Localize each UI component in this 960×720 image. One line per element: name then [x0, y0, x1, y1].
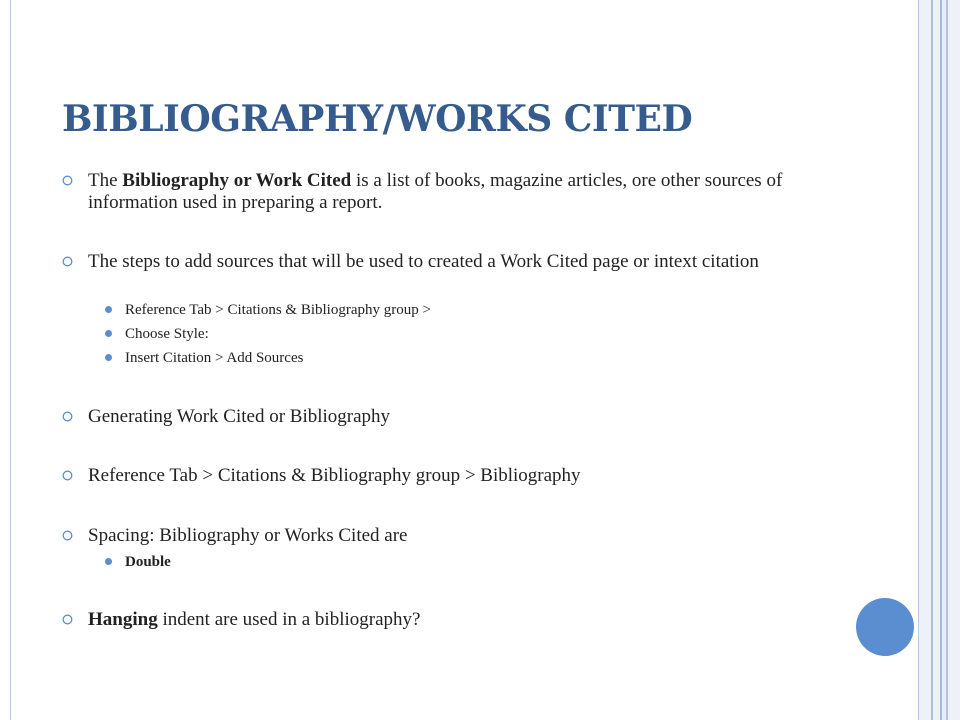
bullet-text-bold: Bibliography or Work Cited	[122, 170, 352, 191]
sub-bullet-text: Double	[125, 554, 171, 570]
sub-bullet-text: Choose Style:	[125, 326, 209, 342]
bullet-definition	[62, 170, 842, 214]
filled-dot-bullet-icon	[105, 306, 112, 313]
hollow-circle-bullet-icon	[62, 411, 73, 422]
sub-bullet-step-3	[105, 349, 845, 367]
hollow-circle-bullet-icon	[62, 175, 73, 186]
bullet-text	[88, 170, 842, 214]
decorative-circle-icon	[856, 598, 914, 656]
hollow-circle-bullet-icon	[62, 470, 73, 481]
bullet-spacing	[62, 525, 842, 547]
bullet-steps	[62, 251, 842, 273]
sub-bullet-text: Insert Citation > Add Sources	[125, 350, 304, 366]
sub-bullet-spacing-value	[105, 553, 845, 571]
hollow-circle-bullet-icon	[62, 614, 73, 625]
right-decorative-stripes	[916, 0, 960, 720]
hollow-circle-bullet-icon	[62, 256, 73, 267]
bullet-text-post: indent are used in a bibliography?	[157, 609, 421, 630]
bullet-text-post: is a list of books, magazine articles, ore other sources of information used in preparing a report.	[88, 170, 783, 213]
bullet-text: The steps to add sources that will be used to created a Work Cited page or intext citation	[88, 251, 759, 272]
bullet-text: Generating Work Cited or Bibliography	[88, 406, 391, 427]
sub-bullet-text: Reference Tab > Citations & Bibliography group >	[125, 302, 431, 318]
bullet-text: Reference Tab > Citations & Bibliography group > Bibliography	[88, 465, 581, 486]
sub-bullet-step-2	[105, 325, 845, 343]
filled-dot-bullet-icon	[105, 354, 112, 361]
left-frame-line	[10, 0, 11, 720]
bullet-reference-path	[62, 465, 842, 487]
bullet-text: Spacing: Bibliography or Works Cited are	[88, 525, 408, 546]
sub-bullet-step-1	[105, 301, 845, 319]
bullet-text-pre: The	[88, 170, 123, 191]
bullet-text-bold: Hanging	[88, 609, 158, 630]
filled-dot-bullet-icon	[105, 558, 112, 565]
bullet-hanging-indent	[62, 609, 842, 631]
slide-title: BIBLIOGRAPHY/WORKS CITED	[62, 98, 693, 140]
filled-dot-bullet-icon	[105, 330, 112, 337]
hollow-circle-bullet-icon	[62, 530, 73, 541]
bullet-generating	[62, 406, 842, 428]
bullet-text	[88, 609, 842, 631]
